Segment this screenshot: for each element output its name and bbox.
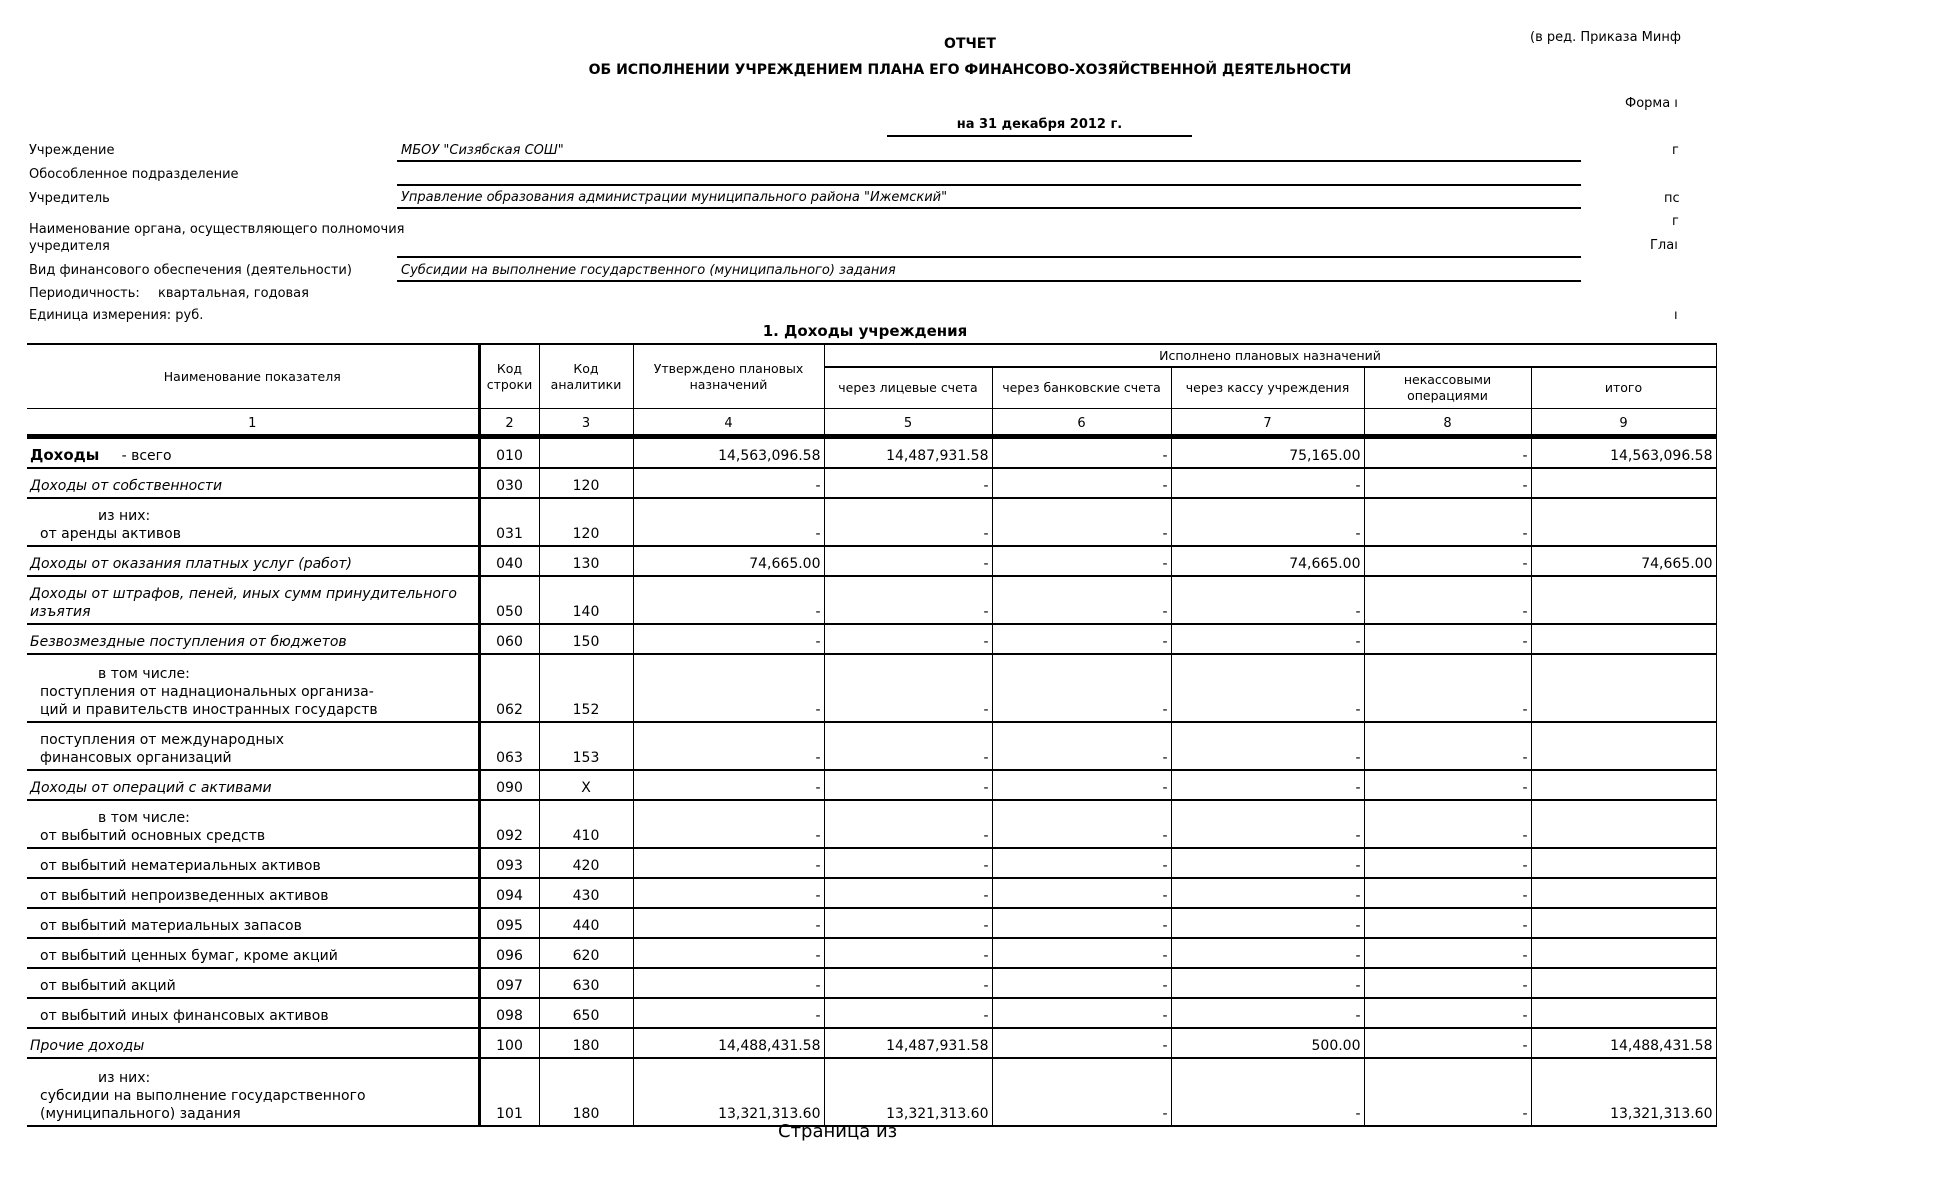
line-code: 100	[479, 1028, 539, 1058]
row-name: Безвозмездные поступления от бюджетов	[30, 634, 347, 650]
table-row	[27, 498, 1716, 546]
analytic-code	[539, 437, 633, 469]
report-title: ОТЧЕТ	[944, 36, 996, 52]
value-via-bank: -	[992, 654, 1171, 722]
value-non-cash: -	[1364, 722, 1531, 770]
value-approved: 74,665.00	[633, 546, 824, 576]
value-total: 13,321,313.60	[1531, 1058, 1716, 1126]
table-row	[27, 968, 1716, 998]
table-row	[27, 938, 1716, 968]
field-value-founder: Управление образования администрации муниципального района "Ижемский"	[401, 190, 948, 205]
field-label-founder: Учредитель	[29, 191, 110, 206]
right-fragment: г	[1672, 143, 1679, 158]
row-name: от выбытий ценных бумаг, кроме акций	[40, 948, 338, 964]
value-non-cash: -	[1364, 770, 1531, 800]
row-name: от аренды активов	[40, 526, 181, 542]
row-name: Доходы от оказания платных услуг (работ)	[30, 556, 352, 572]
row-name: от выбытий акций	[40, 978, 176, 994]
right-fragment: Глаı	[1650, 238, 1678, 253]
value-via-bank: -	[992, 968, 1171, 998]
value-approved: -	[633, 624, 824, 654]
value-via-cash: -	[1171, 998, 1364, 1028]
value-via-cash: -	[1171, 624, 1364, 654]
row-label	[27, 878, 479, 908]
row-label	[27, 498, 479, 546]
value-total	[1531, 908, 1716, 938]
value-non-cash: -	[1364, 878, 1531, 908]
value-via-cash: -	[1171, 468, 1364, 498]
value-via-cash: -	[1171, 878, 1364, 908]
line-code: 101	[479, 1058, 539, 1126]
table-row	[27, 437, 1716, 469]
header-executed: Исполнено плановых назначений	[824, 344, 1716, 367]
row-name-cont: ций и правительств иностранных государств	[40, 702, 378, 718]
row-prefix: в том числе:	[98, 810, 190, 826]
value-non-cash: -	[1364, 1058, 1531, 1126]
header-line-code: Код строки	[479, 344, 539, 409]
column-number: 3	[539, 409, 633, 437]
row-name: Доходы	[30, 446, 100, 464]
line-code: 094	[479, 878, 539, 908]
value-via-personal: -	[824, 938, 992, 968]
field-label-authority: Наименование органа, осуществляющего полномочия	[29, 222, 405, 237]
row-label	[27, 908, 479, 938]
field-label-finance-type: Вид финансового обеспечения (деятельности)	[29, 263, 352, 278]
table-row	[27, 878, 1716, 908]
field-label-institution: Учреждение	[29, 143, 115, 158]
value-approved: -	[633, 770, 824, 800]
value-via-personal: -	[824, 878, 992, 908]
analytic-code: 130	[539, 546, 633, 576]
value-via-bank: -	[992, 878, 1171, 908]
value-via-cash: 500.00	[1171, 1028, 1364, 1058]
analytic-code: 180	[539, 1028, 633, 1058]
periodicity-value: квартальная, годовая	[158, 286, 309, 301]
field-underline	[397, 280, 1581, 282]
value-via-cash: -	[1171, 1058, 1364, 1126]
value-approved: 13,321,313.60	[633, 1058, 824, 1126]
table-row	[27, 770, 1716, 800]
value-non-cash: -	[1364, 654, 1531, 722]
report-subtitle: ОБ ИСПОЛНЕНИИ УЧРЕЖДЕНИЕМ ПЛАНА ЕГО ФИНАНСОВО-ХОЗЯЙСТВЕННОЙ ДЕЯТЕЛЬНОСТИ	[588, 62, 1352, 78]
periodicity-label: Периодичность:	[29, 286, 140, 301]
value-via-personal: 14,487,931.58	[824, 437, 992, 469]
value-total: 74,665.00	[1531, 546, 1716, 576]
value-approved: -	[633, 722, 824, 770]
line-code: 097	[479, 968, 539, 998]
value-approved: -	[633, 938, 824, 968]
row-label	[27, 654, 479, 722]
right-fragment: ı	[1674, 308, 1678, 323]
value-total	[1531, 968, 1716, 998]
table-row	[27, 800, 1716, 848]
value-non-cash: -	[1364, 624, 1531, 654]
value-non-cash: -	[1364, 468, 1531, 498]
value-via-personal: 13,321,313.60	[824, 1058, 992, 1126]
value-via-bank: -	[992, 624, 1171, 654]
analytic-code: X	[539, 770, 633, 800]
row-name: Прочие доходы	[30, 1038, 145, 1054]
line-code: 095	[479, 908, 539, 938]
header-approved: Утверждено плановых назначений	[633, 344, 824, 409]
table-row	[27, 546, 1716, 576]
header-name: Наименование показателя	[27, 344, 479, 409]
value-via-cash: -	[1171, 654, 1364, 722]
field-label-subdivision: Обособленное подразделение	[29, 167, 239, 182]
value-total	[1531, 848, 1716, 878]
value-via-personal: -	[824, 848, 992, 878]
value-via-cash: -	[1171, 498, 1364, 546]
value-via-personal: -	[824, 770, 992, 800]
edition-note: (в ред. Приказа Минф	[1530, 30, 1681, 45]
value-non-cash: -	[1364, 437, 1531, 469]
analytic-code: 630	[539, 968, 633, 998]
column-number: 7	[1171, 409, 1364, 437]
row-name: поступления от наднациональных организа-	[40, 684, 374, 700]
value-via-personal: -	[824, 998, 992, 1028]
row-name: Доходы от штрафов, пеней, иных сумм принудительного	[30, 586, 457, 602]
value-non-cash: -	[1364, 1028, 1531, 1058]
row-name-suffix: - всего	[99, 448, 172, 464]
value-approved: -	[633, 998, 824, 1028]
value-via-bank: -	[992, 908, 1171, 938]
value-via-bank: -	[992, 437, 1171, 469]
column-number: 6	[992, 409, 1171, 437]
line-code: 098	[479, 998, 539, 1028]
column-number: 2	[479, 409, 539, 437]
form-label: Форма ı	[1625, 96, 1678, 111]
analytic-code: 152	[539, 654, 633, 722]
table-row	[27, 654, 1716, 722]
column-number: 9	[1531, 409, 1716, 437]
line-code: 010	[479, 437, 539, 469]
line-code: 031	[479, 498, 539, 546]
value-total	[1531, 998, 1716, 1028]
value-via-cash: -	[1171, 938, 1364, 968]
analytic-code: 120	[539, 498, 633, 546]
value-via-bank: -	[992, 800, 1171, 848]
row-name-cont: изъятия	[30, 604, 91, 620]
value-approved: -	[633, 576, 824, 624]
value-via-personal: 14,487,931.58	[824, 1028, 992, 1058]
value-total	[1531, 770, 1716, 800]
value-via-bank: -	[992, 722, 1171, 770]
row-label	[27, 437, 479, 469]
line-code: 096	[479, 938, 539, 968]
right-fragment: пс	[1664, 191, 1680, 206]
table-row	[27, 576, 1716, 624]
report-date: на 31 декабря 2012 г.	[887, 117, 1192, 137]
row-label	[27, 938, 479, 968]
analytic-code: 410	[539, 800, 633, 848]
analytic-code: 180	[539, 1058, 633, 1126]
row-name: Доходы от операций с активами	[30, 780, 272, 796]
unit-label: Единица измерения: руб.	[29, 308, 204, 323]
value-non-cash: -	[1364, 968, 1531, 998]
field-underline	[397, 256, 1581, 258]
row-label	[27, 770, 479, 800]
right-fragment: г	[1672, 214, 1679, 229]
value-via-bank: -	[992, 1028, 1171, 1058]
analytic-code: 120	[539, 468, 633, 498]
header-analytic-code: Код аналитики	[539, 344, 633, 409]
value-total	[1531, 498, 1716, 546]
table-row	[27, 1058, 1716, 1126]
value-via-personal: -	[824, 576, 992, 624]
value-via-bank: -	[992, 1058, 1171, 1126]
value-total	[1531, 938, 1716, 968]
value-via-bank: -	[992, 576, 1171, 624]
row-label	[27, 1058, 479, 1126]
value-approved: -	[633, 848, 824, 878]
row-label	[27, 722, 479, 770]
row-label	[27, 576, 479, 624]
value-via-personal: -	[824, 546, 992, 576]
column-numbers-row	[27, 409, 1716, 437]
value-via-bank: -	[992, 468, 1171, 498]
row-label	[27, 1028, 479, 1058]
header-via-personal: через лицевые счета	[824, 367, 992, 409]
line-code: 090	[479, 770, 539, 800]
line-code: 060	[479, 624, 539, 654]
value-approved: -	[633, 498, 824, 546]
table-row	[27, 998, 1716, 1028]
value-via-personal: -	[824, 468, 992, 498]
value-via-cash: -	[1171, 576, 1364, 624]
value-non-cash: -	[1364, 908, 1531, 938]
value-total	[1531, 576, 1716, 624]
row-name: субсидии на выполнение государственного	[40, 1088, 366, 1104]
value-via-bank: -	[992, 770, 1171, 800]
row-label	[27, 848, 479, 878]
value-via-personal: -	[824, 908, 992, 938]
header-via-bank: через банковские счета	[992, 367, 1171, 409]
field-underline	[397, 184, 1581, 186]
value-approved: 14,488,431.58	[633, 1028, 824, 1058]
value-non-cash: -	[1364, 800, 1531, 848]
row-label	[27, 800, 479, 848]
row-name: от выбытий материальных запасов	[40, 918, 302, 934]
column-number: 5	[824, 409, 992, 437]
value-approved: -	[633, 468, 824, 498]
value-total	[1531, 800, 1716, 848]
value-via-bank: -	[992, 848, 1171, 878]
table-row	[27, 848, 1716, 878]
value-via-personal: -	[824, 624, 992, 654]
line-code: 063	[479, 722, 539, 770]
value-via-personal: -	[824, 968, 992, 998]
row-name: от выбытий нематериальных активов	[40, 858, 321, 874]
value-via-cash: -	[1171, 800, 1364, 848]
header-via-cash: через кассу учреждения	[1171, 367, 1364, 409]
table-row	[27, 908, 1716, 938]
row-label	[27, 624, 479, 654]
value-via-cash: -	[1171, 968, 1364, 998]
value-via-cash: 74,665.00	[1171, 546, 1364, 576]
value-non-cash: -	[1364, 998, 1531, 1028]
table-row	[27, 1028, 1716, 1058]
analytic-code: 140	[539, 576, 633, 624]
value-via-cash: -	[1171, 908, 1364, 938]
value-non-cash: -	[1364, 546, 1531, 576]
value-via-personal: -	[824, 498, 992, 546]
column-number: 4	[633, 409, 824, 437]
analytic-code: 430	[539, 878, 633, 908]
line-code: 093	[479, 848, 539, 878]
value-non-cash: -	[1364, 498, 1531, 546]
row-name-cont: финансовых организаций	[40, 750, 232, 766]
row-prefix: в том числе:	[98, 666, 190, 682]
row-name: поступления от международных	[40, 732, 284, 748]
value-via-cash: -	[1171, 848, 1364, 878]
header-non-cash: некассовыми операциями	[1364, 367, 1531, 409]
value-approved: -	[633, 908, 824, 938]
line-code: 050	[479, 576, 539, 624]
value-total	[1531, 654, 1716, 722]
line-code: 062	[479, 654, 539, 722]
field-value-institution: МБОУ "Сизябская СОШ"	[401, 143, 564, 158]
row-name-cont: (муниципального) задания	[40, 1106, 241, 1122]
field-label-authority-2: учредителя	[29, 239, 110, 254]
value-approved: -	[633, 878, 824, 908]
value-total	[1531, 722, 1716, 770]
field-underline	[397, 160, 1581, 162]
value-via-cash: -	[1171, 722, 1364, 770]
value-non-cash: -	[1364, 938, 1531, 968]
value-total	[1531, 624, 1716, 654]
row-label	[27, 998, 479, 1028]
page-footer: Страница из	[778, 1121, 898, 1142]
value-via-bank: -	[992, 998, 1171, 1028]
value-via-bank: -	[992, 498, 1171, 546]
value-total	[1531, 468, 1716, 498]
field-value-finance-type: Субсидии на выполнение государственного (муниципального) задания	[401, 263, 896, 278]
value-via-personal: -	[824, 722, 992, 770]
column-number: 1	[27, 409, 479, 437]
value-total: 14,488,431.58	[1531, 1028, 1716, 1058]
analytic-code: 150	[539, 624, 633, 654]
row-prefix: из них:	[98, 508, 151, 524]
analytic-code: 440	[539, 908, 633, 938]
analytic-code: 153	[539, 722, 633, 770]
line-code: 092	[479, 800, 539, 848]
value-via-cash: -	[1171, 770, 1364, 800]
line-code: 040	[479, 546, 539, 576]
header-total: итого	[1531, 367, 1716, 409]
field-underline	[397, 207, 1581, 209]
value-via-bank: -	[992, 938, 1171, 968]
table-row	[27, 624, 1716, 654]
row-prefix: из них:	[98, 1070, 151, 1086]
row-label	[27, 968, 479, 998]
value-non-cash: -	[1364, 848, 1531, 878]
line-code: 030	[479, 468, 539, 498]
value-total	[1531, 878, 1716, 908]
row-name: Доходы от собственности	[30, 478, 223, 494]
value-via-personal: -	[824, 800, 992, 848]
row-name: от выбытий непроизведенных активов	[40, 888, 329, 904]
value-via-personal: -	[824, 654, 992, 722]
row-label	[27, 546, 479, 576]
income-table	[27, 343, 1713, 1123]
table-row	[27, 468, 1716, 498]
analytic-code: 620	[539, 938, 633, 968]
value-non-cash: -	[1364, 576, 1531, 624]
value-total: 14,563,096.58	[1531, 437, 1716, 469]
value-approved: -	[633, 968, 824, 998]
value-approved: -	[633, 654, 824, 722]
value-approved: -	[633, 800, 824, 848]
analytic-code: 420	[539, 848, 633, 878]
row-name: от выбытий основных средств	[40, 828, 266, 844]
value-approved: 14,563,096.58	[633, 437, 824, 469]
value-via-bank: -	[992, 546, 1171, 576]
row-label	[27, 468, 479, 498]
section-title: 1. Доходы учреждения	[762, 322, 968, 340]
table-row	[27, 722, 1716, 770]
value-via-cash: 75,165.00	[1171, 437, 1364, 469]
analytic-code: 650	[539, 998, 633, 1028]
column-number: 8	[1364, 409, 1531, 437]
row-name: от выбытий иных финансовых активов	[40, 1008, 329, 1024]
